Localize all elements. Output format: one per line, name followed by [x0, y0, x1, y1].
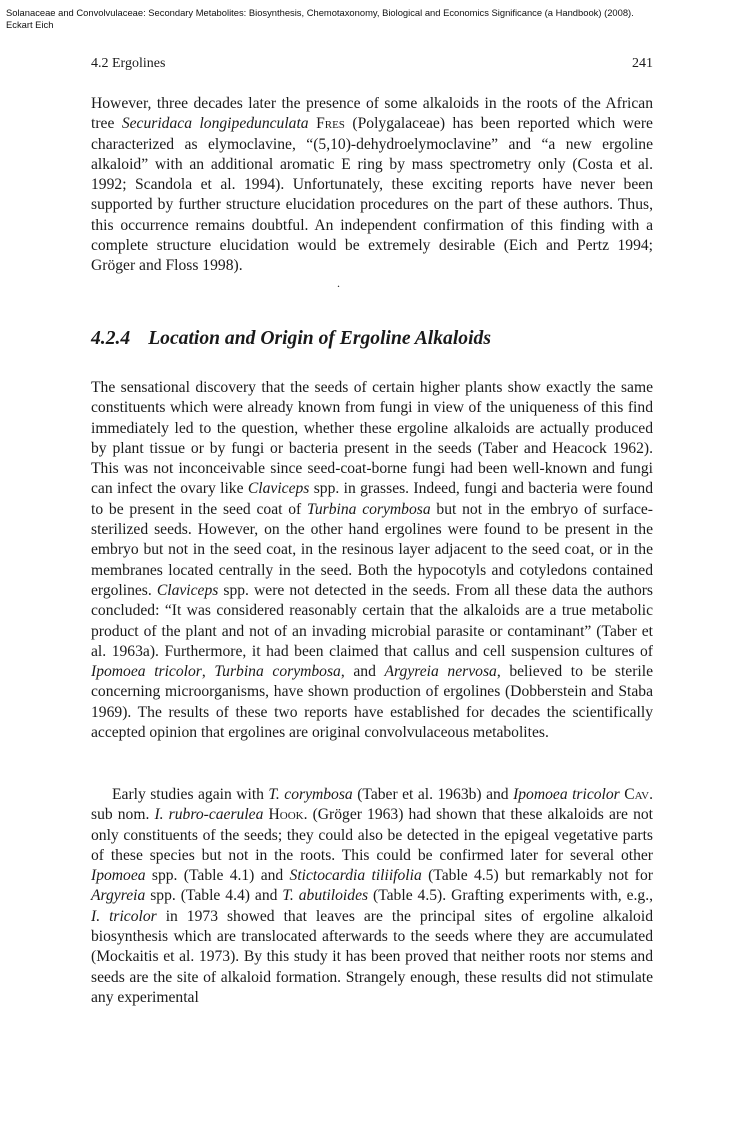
italic-text: Ipomoea tricolor: [513, 786, 620, 803]
text-run: spp. (Table 4.4) and: [145, 887, 283, 905]
page-number: 241: [632, 56, 653, 71]
italic-text: Turbina corymbosa: [307, 500, 431, 518]
italic-text: T. abutiloides: [282, 887, 369, 905]
text-run: sub nom.: [91, 806, 155, 824]
text-run: in 1973 showed that leaves are the principal sites of ergoline alkaloid biosynthesis which are translocated afterwards to the seeds where they are accumulated (Mockaitis et al. 1973). By this study it has been proved that neither roots nor stems and seeds are the site of alkaloid formation. Strangely enough, these results did not stimulate any experimental: [91, 907, 653, 1006]
italic-text: Securidaca longipedunculata: [121, 115, 309, 133]
text-run: The sensational discovery that the seeds of certain higher plants show exactly the same constituents which were already known from fungi in view of the uniqueness of this find immediately led to the question, whether these ergoline alkaloids are actually produced by plant tissue or by fungi or bacteria present in the seeds (Taber and Heacock 1962). This was not inconceivable since seed-coat-borne fungi had been well-known and fungi can infect the ovary like: [91, 379, 653, 498]
italic-text: I. rubro-caerulea: [154, 806, 264, 824]
italic-text: Claviceps: [156, 581, 219, 599]
italic-text: Argyreia: [91, 887, 146, 905]
text-run: spp. in grasses. Indeed, fungi and bacteria were found to be present in the seed coat of: [91, 480, 653, 518]
text-run: , and: [340, 663, 385, 681]
text-run: ,: [201, 663, 215, 681]
italic-text: Turbina corymbosa: [214, 663, 341, 681]
italic-text: Argyreia nervosa: [384, 663, 497, 681]
text-run: but not in the embryo of surface-sterilized seeds. However, on the other hand ergolines were found to be present in the embryo but not in the seed coat, in the resinous layer adjacent to the seed coat, or in the membranes located centrally in the seed. Both the hypocotyls and cotyledons contained ergolines.: [91, 500, 654, 599]
body-paragraph: [91, 94, 653, 277]
italic-text: Ipomoea tricolor: [91, 663, 202, 681]
stray-mark: .: [337, 276, 340, 290]
text-run: Early studies again with: [112, 786, 269, 803]
italic-text: Claviceps: [247, 480, 310, 498]
text-run: spp. (Table 4.1) and: [145, 867, 290, 885]
italic-text: I. tricolor: [91, 907, 157, 925]
text-run: , believed to be sterile concerning microorganisms, have shown production of ergolines (Dobberstein and Staba 1969). The results of these two reports have established for decades the scientifically accepted opinion that ergolines are original convolvulaceous metabolites.: [91, 663, 653, 742]
small-caps-text: Hook.: [268, 806, 308, 824]
section-number: 4.2.4: [91, 328, 131, 349]
body-paragraph: [91, 785, 653, 1008]
small-caps-text: Cav.: [624, 786, 653, 803]
text-run: (Table 4.5). Grafting experiments with, e.g.,: [368, 887, 653, 905]
section-heading: [91, 327, 653, 351]
section-title: Location and Origin of Ergoline Alkaloids: [148, 328, 491, 349]
running-head-section: 4.2 Ergolines: [91, 56, 166, 71]
italic-text: Ipomoea: [91, 867, 146, 885]
running-head: [91, 56, 653, 72]
text-run: (Taber et al. 1963b) and: [352, 786, 514, 803]
small-caps-text: Fres: [316, 115, 345, 133]
source-citation-line: Solanaceae and Convolvulaceae: Secondary Metabolites: Biosynthesis, Chemotaxonomy, Biological and Economics Significance (a Handbook) (2008).: [6, 7, 634, 18]
body-paragraph: [91, 378, 653, 743]
italic-text: Stictocardia tiliifolia: [289, 867, 422, 885]
source-citation-header: [6, 7, 736, 32]
source-author-line: Eckart Eich: [6, 19, 54, 31]
italic-text: T. corymbosa: [268, 786, 353, 803]
text-run: (Polygalaceae) has been reported which were characterized as elymoclavine, “(5,10)-dehydroelymoclavine” and “a new ergoline alkaloid” with an additional aromatic E ring by mass spectrometry only (Costa et al. 1992; Scandola et al. 1994). Unfortunately, these exciting reports have never been supported by further structure elucidation procedures on the part of these authors. Thus, this occurrence remains doubtful. An independent confirmation of this finding with a complete structure elucidation would be extremely desirable (Eich and Pertz 1994; Gröger and Floss 1998).: [91, 115, 653, 275]
text-run: (Gröger 1963) had shown that these alkaloids are not only constituents of the seeds; they could also be detected in the epigeal vegetative parts of these species but not in the roots. This could be confirmed later for several other: [91, 806, 653, 864]
text-run: However, three decades later the presence of some alkaloids in the roots of the African tree: [91, 95, 653, 133]
text-run: [309, 115, 316, 132]
text-run: (Table 4.5) but remarkably not for: [421, 867, 653, 885]
text-run: spp. were not detected in the seeds. From all these data the authors concluded: “It was considered reasonably certain that the alkaloids are a true metabolic product of the plant and not of an invading microbial parasite or contaminant” (Taber et al. 1963a). Furthermore, it had been claimed that callus and cell suspension cultures of: [91, 581, 653, 660]
